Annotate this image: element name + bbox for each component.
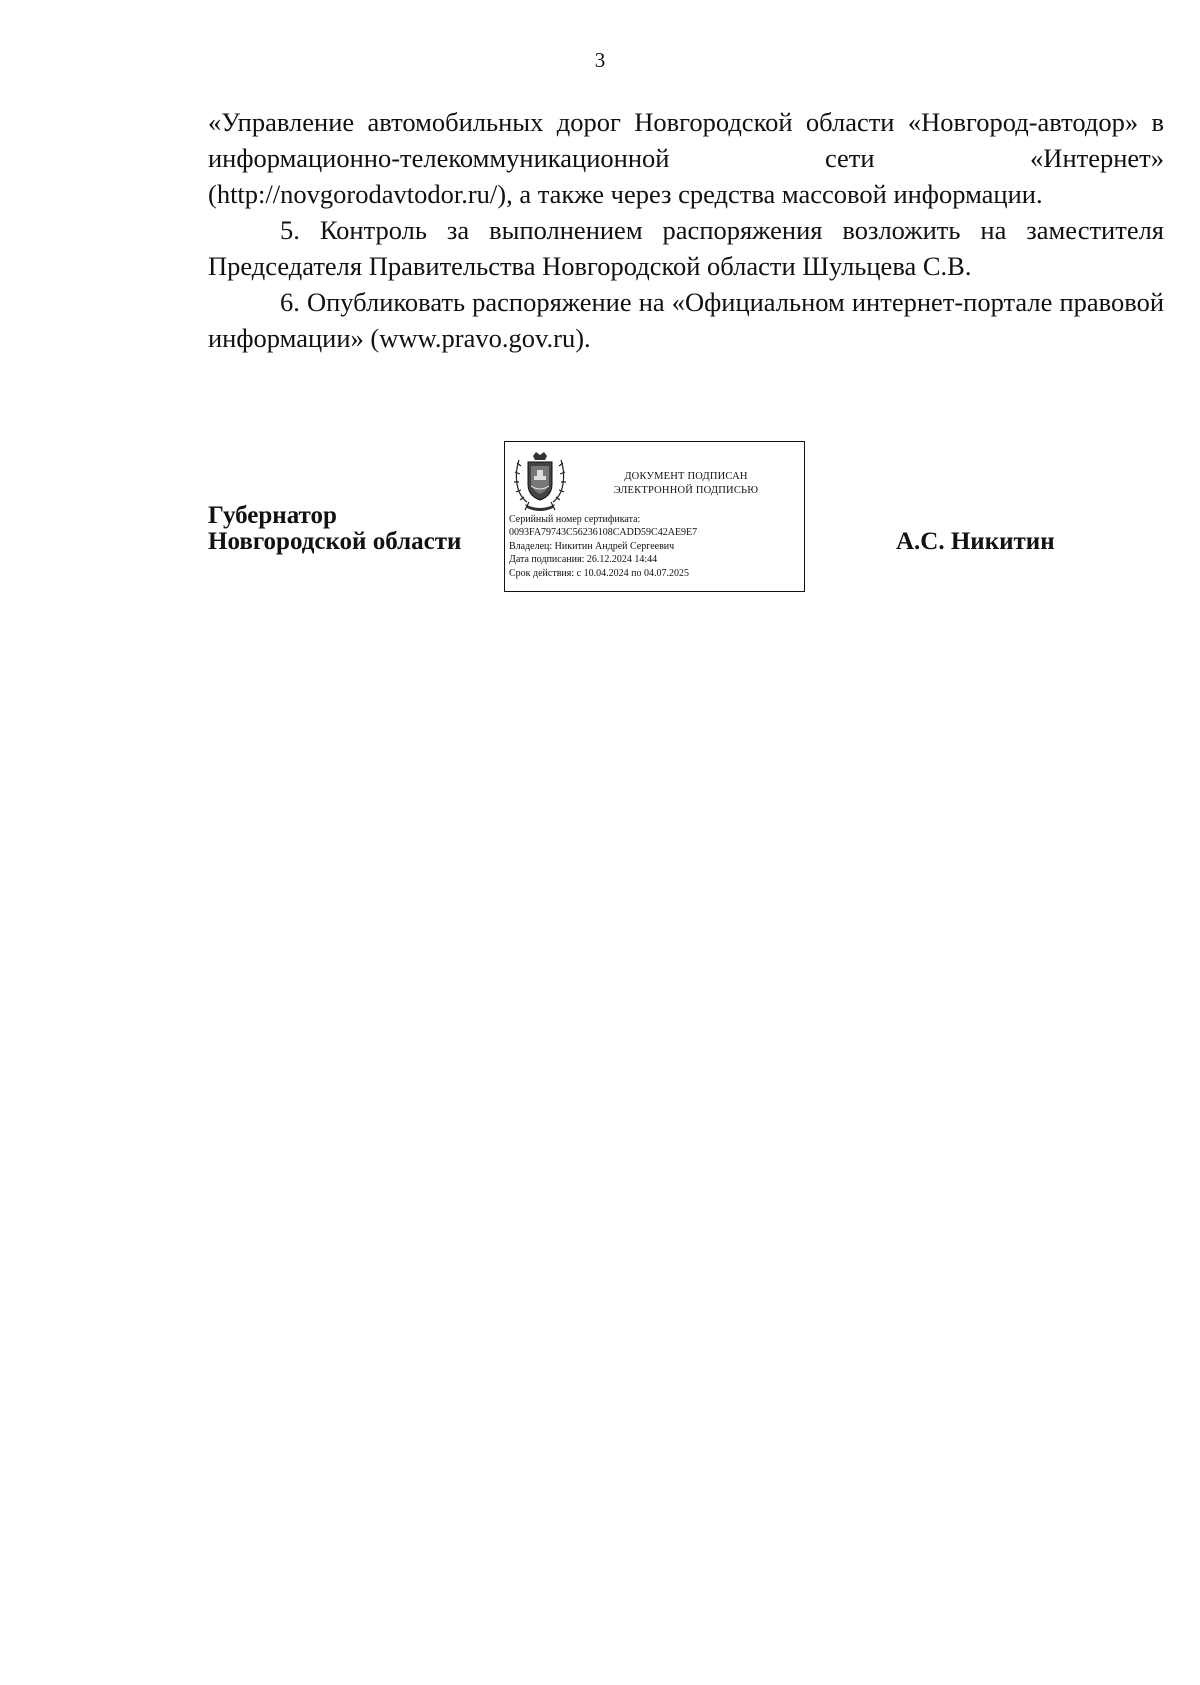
paragraph-item-6: 6. Опубликовать распоряжение на «Официальном интернет-портале правовой информации» (www.pravo.gov.ru). <box>208 287 1164 353</box>
coat-of-arms-icon <box>511 450 569 514</box>
paragraph-item-5: 5. Контроль за выполнением распоряжения возложить на заместителя Председателя Правительства Новгородской области Шульцева С.В. <box>208 215 1164 281</box>
stamp-owner: Владелец: Никитин Андрей Сергеевич <box>509 540 675 552</box>
electronic-signature-stamp <box>504 441 805 592</box>
signer-name: А.С. Никитин <box>896 528 1055 555</box>
document-body <box>208 104 1164 356</box>
stamp-certificate-details <box>509 513 801 580</box>
stamp-heading-line-2: ЭЛЕКТРОННОЙ ПОДПИСЬЮ <box>613 485 759 496</box>
stamp-heading <box>575 470 797 498</box>
signer-position-line-1: Губернатор <box>208 502 337 529</box>
stamp-serial-value: 0093FA79743C56236108CADD59C42AE9E7 <box>509 527 698 539</box>
stamp-signed-at: Дата подписания: 26.12.2024 14:44 <box>509 554 658 566</box>
paragraph-continuation: «Управление автомобильных дорог Новгородской области «Новгород-автодор» в информационно-телекоммуникационной сети «Интернет» (http://novgorodavtodor.ru/), а также через средства массовой информации. <box>208 107 1164 209</box>
signer-position <box>208 503 461 555</box>
signer-position-line-2: Новгородской области <box>208 528 462 555</box>
stamp-validity: Срок действия: с 10.04.2024 по 04.07.2025 <box>509 567 689 579</box>
stamp-heading-line-1: ДОКУМЕНТ ПОДПИСАН <box>624 471 748 482</box>
page-number: 3 <box>594 48 606 72</box>
stamp-serial-label: Серийный номер сертификата: <box>509 514 641 525</box>
